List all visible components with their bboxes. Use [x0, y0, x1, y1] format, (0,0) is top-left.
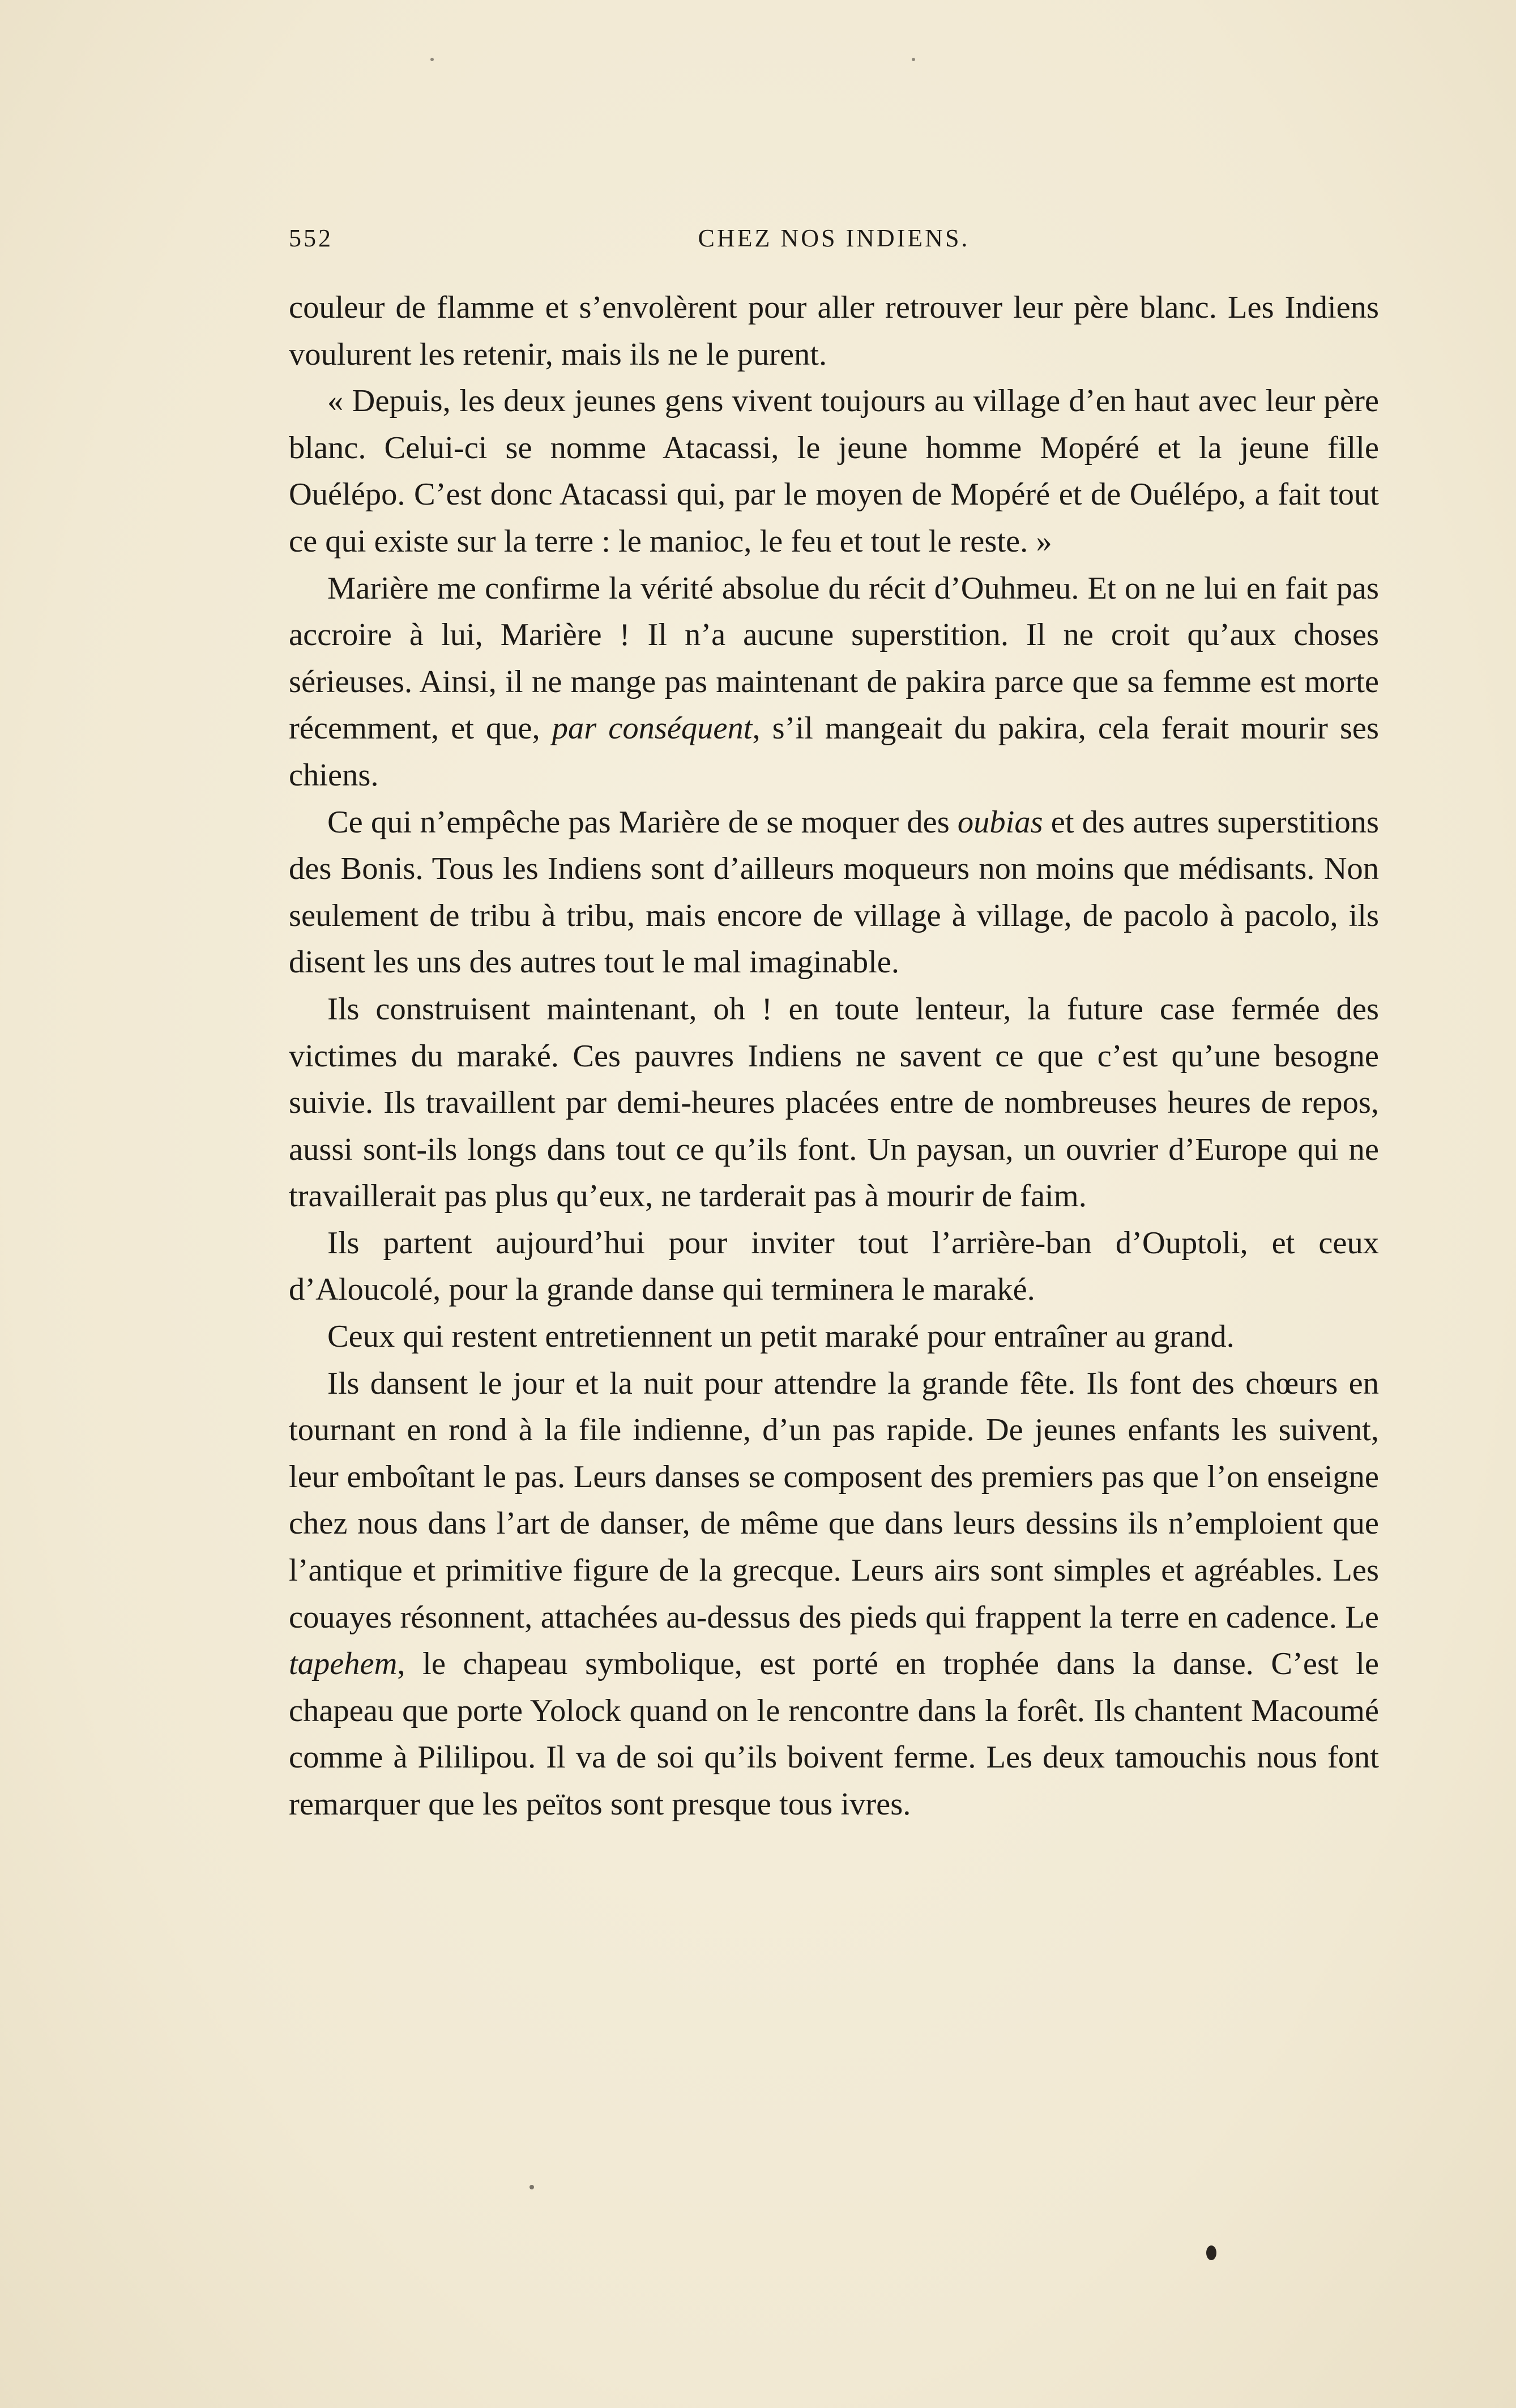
paragraph-8-text: Ils dansent le jour et la nuit pour attendre la grande fête. Ils font des chœurs en tournant en rond à la file indienne, d’un pas rapide. De jeunes enfants les suivent, leur emboîtant le pas. Leurs danses se composent des premiers pas que l’on enseigne chez nous dans l’art de danser, de même que dans leurs dessins ils n’emploient que l’antique et primitive figure de la grecque. Leurs airs sont simples et agréables. Les couayes résonnent, attachées au-dessus des pieds qui frappent la terre en cadence. Le: [289, 1365, 1379, 1635]
paragraph-3-tail: , s’il mangeait du pakira, cela ferait mourir ses chiens.: [289, 711, 1379, 793]
paragraph-4-tail: et des autres superstitions des Bonis. Tous les Indiens sont d’ailleurs moqueurs non moins que médisants. Non seulement de tribu à tribu, mais encore de village à village, de pacolo à pacolo, ils disent les uns des autres tout le mal imaginable.: [289, 804, 1379, 980]
page-header: [289, 224, 1379, 258]
paragraph-7: Ceux qui restent entretiennent un petit maraké pour entraîner au grand.: [327, 1319, 1235, 1355]
running-head: CHEZ NOS INDIENS.: [698, 224, 970, 252]
paragraph-4: [289, 799, 1379, 986]
ink-speck: [529, 2185, 534, 2189]
page-number: 552: [289, 224, 333, 252]
paragraph-2: « Depuis, les deux jeunes gens vivent toujours au village d’en haut avec leur père blanc. Celui-ci se nomme Atacassi, le jeune homme Mopéré et la jeune fille Ouélépo. C’est donc Atacassi qui, par le moyen de Mopéré et de Ouélépo, a fait tout ce qui existe sur la terre : le manioc, le feu et tout le reste. »: [289, 383, 1379, 559]
paragraph-8-italic: tapehem: [289, 1646, 398, 1682]
paragraph-8: [289, 1360, 1379, 1828]
paragraph-3-text: Marière me confirme la vérité absolue du récit d’Ouhmeu. Et on ne lui en fait pas accroire à lui, Marière ! Il n’a aucune superstition. Il ne croit qu’aux choses sérieuses. Ainsi, il ne mange pas maintenant de pakira parce que sa femme est morte récemment, et que,: [289, 570, 1379, 746]
paragraph-4-text: Ce qui n’empêche pas Marière de se moquer des: [327, 804, 958, 840]
paragraph-3: [289, 565, 1379, 799]
paragraph-1: couleur de flamme et s’envolèrent pour aller retrouver leur père blanc. Les Indiens voulurent les retenir, mais ils ne le purent.: [289, 290, 1379, 372]
ink-speck: [430, 58, 434, 61]
paragraph-8-tail: , le chapeau symbolique, est porté en trophée dans la danse. C’est le chapeau que porte Yolock quand on le rencontre dans la forêt. Ils chantent Macoumé comme à Pililipou. Il va de soi qu’ils boivent ferme. Les deux tamouchis nous font remarquer que les peïtos sont presque tous ivres.: [289, 1646, 1379, 1822]
ink-speck: [912, 58, 915, 61]
paragraph-6: Ils partent aujourd’hui pour inviter tout l’arrière-ban d’Ouptoli, et ceux d’Aloucolé, pour la grande danse qui terminera le maraké.: [289, 1225, 1379, 1308]
ink-speck: [1206, 2245, 1216, 2260]
paragraph-4-italic: oubias: [957, 804, 1043, 840]
paragraph-5: Ils construisent maintenant, oh ! en toute lenteur, la future case fermée des victimes du maraké. Ces pauvres Indiens ne savent ce que c’est qu’une besogne suivie. Ils travaillent par demi-heures placées entre de nombreuses heures de repos, aussi sont-ils longs dans tout ce qu’ils font. Un paysan, un ouvrier d’Europe qui ne travaillerait pas plus qu’eux, ne tarderait pas à mourir de faim.: [289, 991, 1379, 1214]
body-text: [289, 284, 1379, 1828]
paragraph-3-italic: par conséquent: [552, 711, 753, 746]
